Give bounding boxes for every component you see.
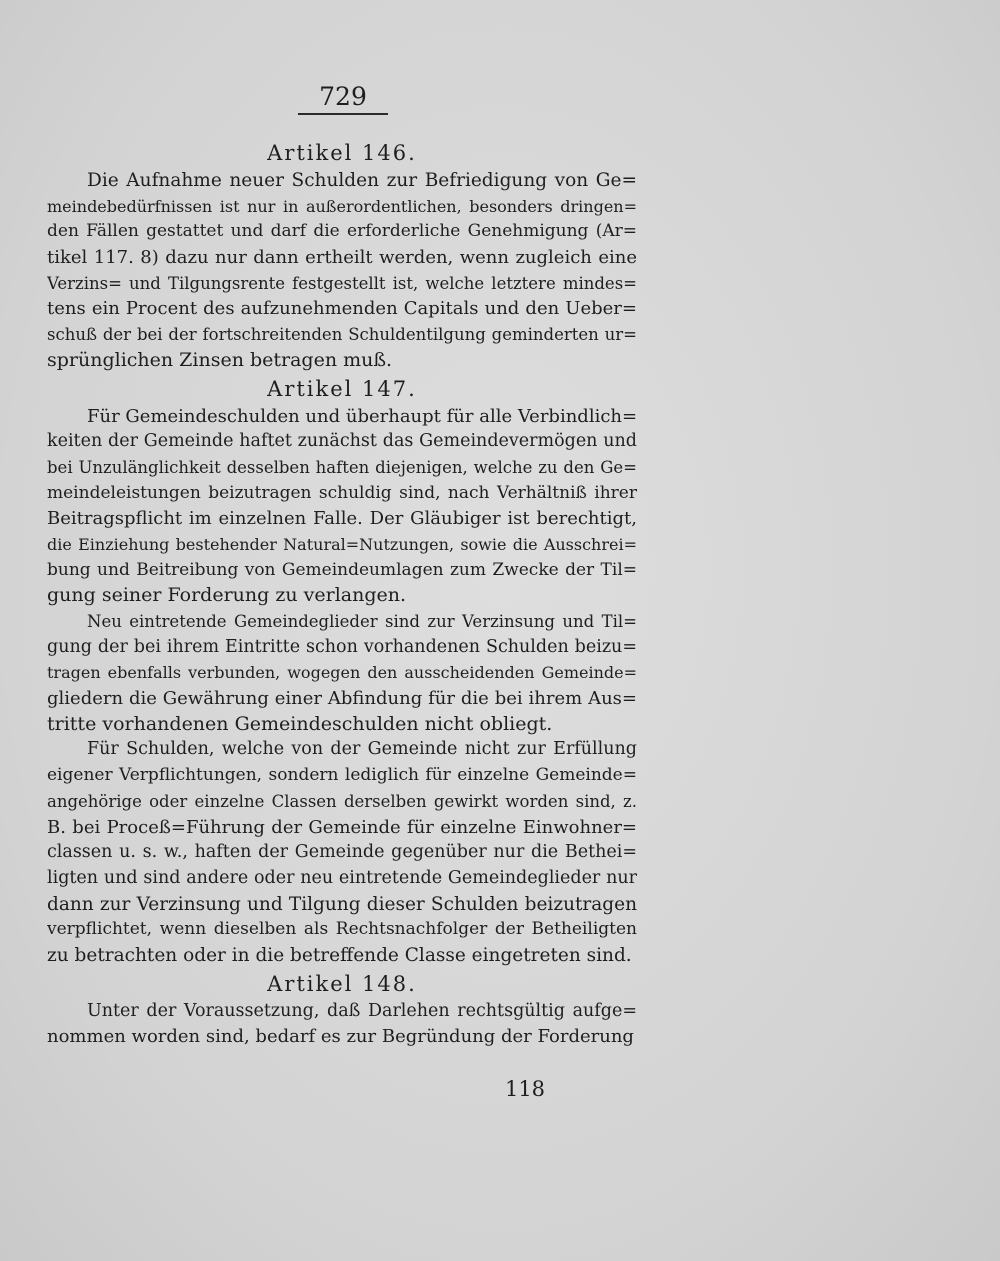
text-line: tikel 117. 8) dazu nur dann ertheilt werden, wenn zugleich eine [47, 247, 637, 269]
text-line: bei Unzulänglichkeit desselben haften diejenigen, welche zu den Ge= [47, 457, 637, 477]
article-heading: Artikel 148. [267, 971, 417, 996]
text-line: den Fällen gestattet und darf die erforderliche Genehmigung (Ar= [47, 221, 637, 242]
text-line: eigener Verpflichtungen, sondern lediglich für einzelne Gemeinde= [47, 765, 637, 786]
text-line: Verzins= und Tilgungsrente festgestellt ist, welche letztere mindes= [47, 273, 637, 293]
text-line: keiten der Gemeinde haftet zunächst das Gemeindevermögen und [47, 431, 637, 452]
text-line: sprünglichen Zinsen betragen muß. [47, 348, 393, 371]
text-line: gung seiner Forderung zu verlangen. [47, 584, 407, 607]
text-line: schuß der bei der fortschreitenden Schuldentilgung geminderten ur= [47, 325, 637, 345]
text-line: ligten und sind andere oder neu eintretende Gemeindeglieder nur [47, 867, 637, 888]
text-line: angehörige oder einzelne Classen derselben gewirkt worden sind, z. [47, 791, 637, 811]
signature-mark: 118 [504, 1077, 546, 1101]
header-rule [298, 113, 388, 115]
text-line: zu betrachten oder in die betreffende Classe eingetreten sind. [47, 944, 632, 966]
article-heading: Artikel 146. [267, 141, 417, 165]
main-text [47, 138, 637, 1050]
text-line: classen u. s. w., haften der Gemeinde gegenüber nur die Bethei= [47, 842, 637, 863]
text-line: nommen worden sind, bedarf es zur Begründung der Forderung [47, 1026, 634, 1048]
page-number: 729 [319, 82, 367, 111]
text-line: tens ein Procent des aufzunehmenden Capitals und den Ueber= [47, 298, 637, 320]
text-line: meindebedürfnissen ist nur in außerordentlichen, besonders dringen= [47, 196, 637, 216]
text-line: Für Gemeindeschulden und überhaupt für alle Verbindlich= [87, 405, 637, 427]
text-line: B. bei Proceß=Führung der Gemeinde für einzelne Einwohner= [47, 816, 637, 838]
paragraph [47, 168, 637, 374]
text-line: die Einziehung bestehender Natural=Nutzungen, sowie die Ausschrei= [47, 534, 637, 554]
text-line: tritte vorhandenen Gemeindeschulden nicht obliegt. [47, 712, 553, 735]
article-heading: Artikel 147. [267, 376, 417, 401]
text-line: bung und Beitreibung von Gemeindeumlagen zum Zwecke der Til= [47, 559, 637, 580]
text-line: meindeleistungen beizutragen schuldig sind, nach Verhältniß ihrer [47, 482, 637, 503]
text-line: verpflichtet, wenn dieselben als Rechtsnachfolger der Betheiligten [47, 919, 637, 940]
text-line: Unter der Voraussetzung, daß Darlehen rechtsgültig aufge= [87, 1000, 637, 1021]
text-line: gliedern die Gewährung einer Abfindung für die bei ihrem Aus= [47, 688, 637, 710]
paragraph [47, 999, 637, 1050]
text-line: gung der bei ihrem Eintritte schon vorhandenen Schulden beizu= [47, 636, 637, 657]
text-line: Die Aufnahme neuer Schulden zur Befriedigung von Ge= [87, 170, 637, 191]
paragraph [47, 737, 637, 968]
paragraph [47, 404, 637, 610]
text-line: Beitragspflicht im einzelnen Falle. Der Gläubiger ist berechtigt, [47, 508, 637, 530]
paragraph [47, 609, 637, 737]
text-line: Neu eintretende Gemeindeglieder sind zur Verzinsung und Til= [87, 612, 637, 631]
text-line: dann zur Verzinsung und Tilgung dieser Schulden beizutragen [47, 893, 637, 915]
text-line: tragen ebenfalls verbunden, wogegen den ausscheidenden Gemeinde= [47, 663, 637, 683]
text-line: Für Schulden, welche von der Gemeinde nicht zur Erfüllung [87, 739, 637, 760]
